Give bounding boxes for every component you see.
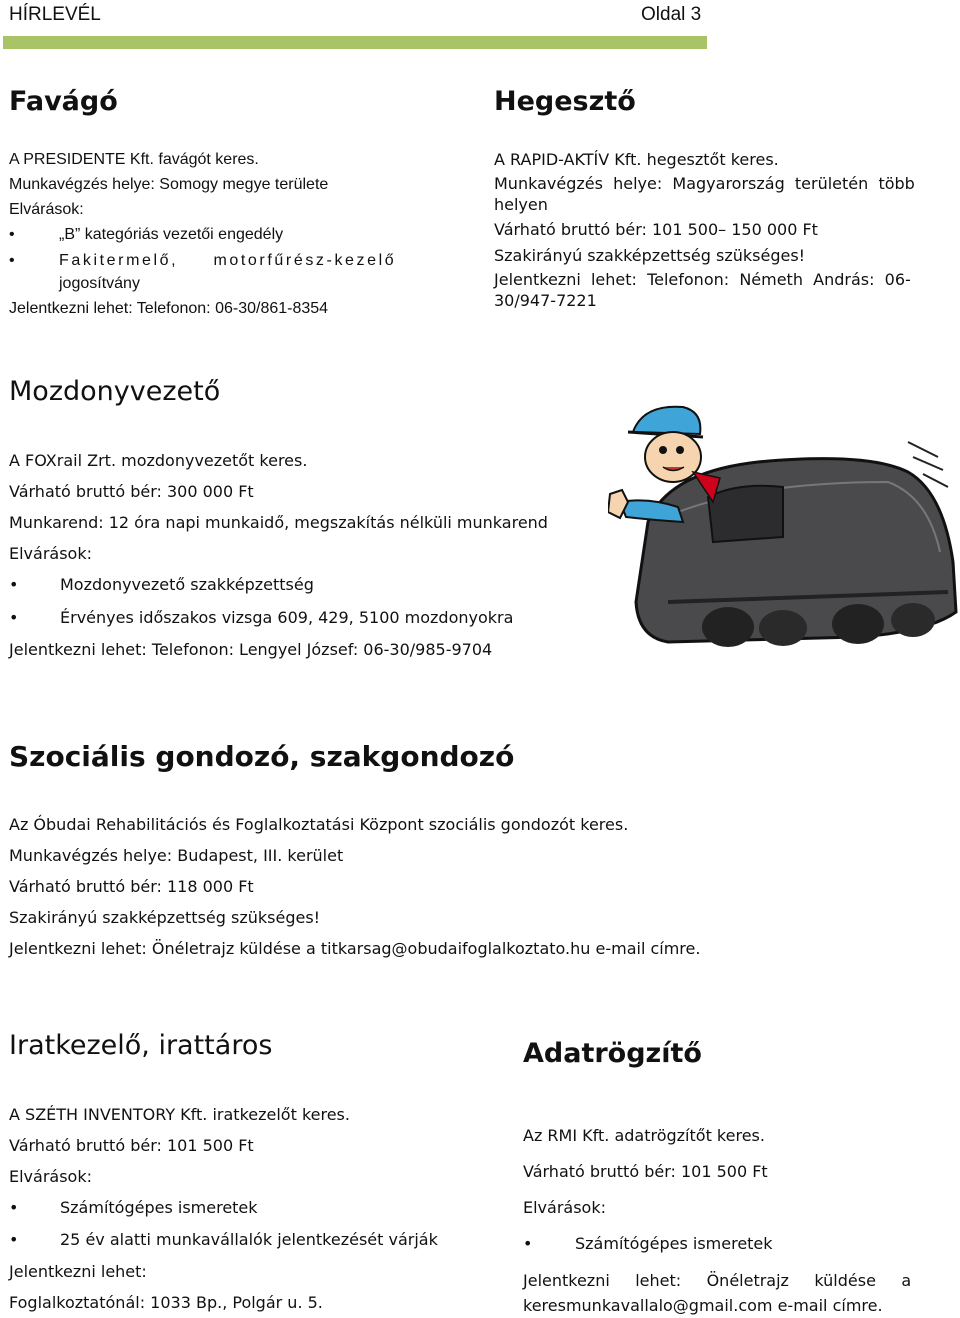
hegeszto-salary: Várható bruttó bér: 101 500– 150 000 Ft [494, 220, 818, 239]
favago-title: Favágó [9, 86, 118, 117]
mozdony-company: A FOXrail Zrt. mozdonyvezetőt keres. [9, 451, 308, 470]
adatrogzito-title: Adatrögzítő [523, 1038, 702, 1069]
favago-contact: Jelentkezni lehet: Telefonon: 06-30/861-8354 [9, 300, 329, 317]
iratkezelo-title: Iratkezelő, irattáros [9, 1030, 273, 1061]
szocialis-qualification: Szakirányú szakképzettség szükséges! [9, 908, 321, 927]
adatrogzito-contact: Jelentkezni lehet: Önéletrajz küldése a [523, 1271, 912, 1290]
iratkezelo-company: A SZÉTH INVENTORY Kft. iratkezelőt keres. [9, 1105, 350, 1124]
hegeszto-location: Munkavégzés helye: Magyarország területén több [494, 174, 915, 193]
hegeszto-block [494, 150, 955, 320]
hegeszto-company: A RAPID-AKTÍV Kft. hegesztőt keres. [494, 150, 779, 169]
adatrogzito-contact-email: keresmunkavallalo@gmail.com e-mail címre. [523, 1296, 883, 1315]
iratkezelo-contact-label: Jelentkezni lehet: [9, 1262, 147, 1281]
mozdony-contact: Jelentkezni lehet: Telefonon: Lengyel József: 06-30/985-9704 [9, 640, 493, 659]
mozdony-salary: Várható bruttó bér: 300 000 Ft [9, 482, 254, 501]
szocialis-salary: Várható bruttó bér: 118 000 Ft [9, 877, 254, 896]
hegeszto-qualification: Szakirányú szakképzettség szükséges! [494, 246, 806, 265]
hegeszto-contact: Jelentkezni lehet: Telefonon: Németh András: 06- [494, 270, 911, 289]
hegeszto-location-cont: helyen [494, 195, 548, 214]
adatrogzito-block: Az RMI Kft. adatrögzítőt keres. Várható bruttó bér: 101 500 Ft Elvárások: Számítógépes ismeretek Jelentkezni lehet: Önéletrajz küldése a keresmunkavallalo@gmail.com e-mail címre. [523, 1126, 912, 1315]
hegeszto-contact-cont: 30/947-7221 [494, 291, 597, 310]
szocialis-location: Munkavégzés helye: Budapest, III. kerület [9, 846, 344, 865]
newsletter-title: HÍRLEVÉL [9, 4, 101, 25]
mozdony-schedule: Munkarend: 12 óra napi munkaidő, megszakítás nélküli munkarend [9, 513, 548, 532]
iratkezelo-salary: Várható bruttó bér: 101 500 Ft [9, 1136, 254, 1155]
favago-requirements-label: Elvárások: [9, 201, 84, 218]
favago-bullet-2-continued: jogosítvány [59, 275, 140, 292]
szocialis-contact: Jelentkezni lehet: Önéletrajz küldése a titkarsag@obudaifoglalkoztato.hu e-mail címre. [9, 939, 701, 958]
header-divider [3, 36, 707, 49]
mozdony-requirements-label: Elvárások: [9, 544, 92, 563]
szocialis-company: Az Óbudai Rehabilitációs és Foglalkoztatási Központ szociális gondozót keres. [9, 815, 629, 834]
favago-location: Munkavégzés helye: Somogy megye területe [9, 176, 329, 193]
iratkezelo-requirements-label: Elvárások: [9, 1167, 92, 1186]
mozdony-title: Mozdonyvezető [9, 376, 221, 407]
adatrogzito-salary: Várható bruttó bér: 101 500 Ft [523, 1162, 768, 1181]
iratkezelo-block: A SZÉTH INVENTORY Kft. iratkezelőt keres. Várható bruttó bér: 101 500 Ft Elvárások: Számítógépes ismeretek 25 év alatti munkavállalók jelentkezését várják Jelentkezni lehet: Foglalkoztatónál: 1033 Bp., Polgár u. 5. [9, 1105, 438, 1312]
page-number: Oldal 3 [641, 4, 702, 25]
adatrogzito-company: Az RMI Kft. adatrögzítőt keres. [523, 1126, 765, 1145]
iratkezelo-contact: Foglalkoztatónál: 1033 Bp., Polgár u. 5. [9, 1293, 323, 1312]
hegeszto-title: Hegesztő [494, 86, 636, 117]
favago-company: A PRESIDENTE Kft. favágót keres. [9, 151, 259, 168]
favago-block: A PRESIDENTE Kft. favágót keres. Munkavégzés helye: Somogy megye területe Elvárások: „B” kategóriás vezetői engedély Fakitermelő, motorfűrész-kezelő jogosítvány Jelentkezni lehet: Telefonon: 06-30/861-8354 [9, 151, 397, 317]
szocialis-block [9, 815, 769, 965]
locomotive-illustration [608, 402, 960, 682]
adatrogzito-requirements-label: Elvárások: [523, 1198, 606, 1217]
szocialis-title: Szociális gondozó, szakgondozó [9, 740, 515, 773]
mozdony-block: A FOXrail Zrt. mozdonyvezetőt keres. Várható bruttó bér: 300 000 Ft Munkarend: 12 óra napi munkaidő, megszakítás nélküli munkarend Elvárások: Mozdonyvezető szakképzettség Érvényes időszakos vizsga 609, 429, 5100 mozdonyokra Jelentkezni lehet: Telefonon: Lengyel József: 06-30/985-9704 [9, 451, 548, 659]
